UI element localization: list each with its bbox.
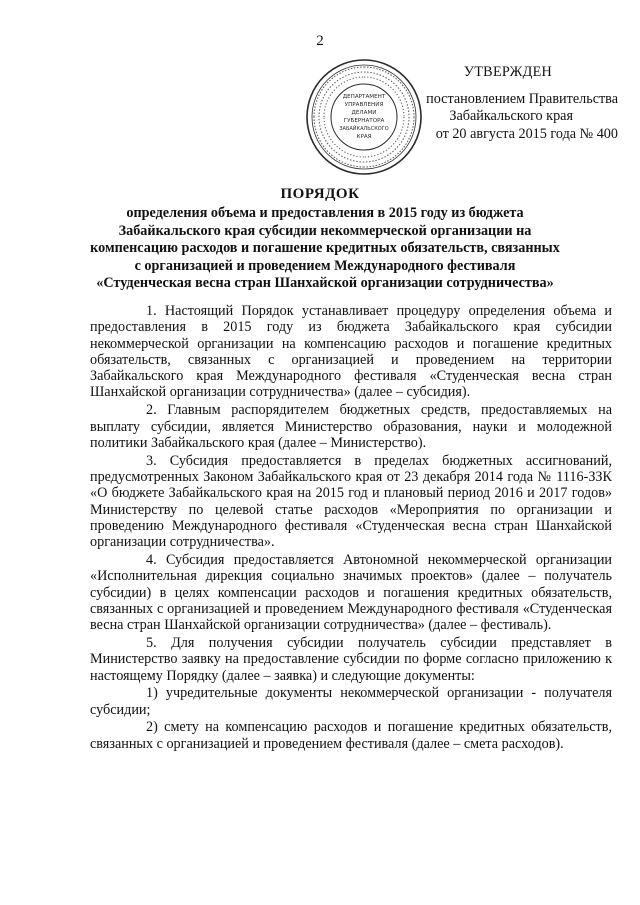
stamp-line-2: УПРАВЛЕНИЯ — [344, 102, 384, 108]
document-body — [90, 303, 612, 754]
stamp-line-5: ЗАБАЙКАЛЬСКОГО — [339, 126, 389, 132]
document-subtitle — [90, 205, 560, 293]
subtitle-line: Забайкальского края субсидии некоммерческой организации на — [118, 222, 532, 239]
paragraph-2: 2. Главным распорядителем бюджетных средств, предоставляемых на выплату субсидии, является Министерство образования, науки и молодежной политики Забайкальского края (далее – Министерство). — [90, 402, 612, 451]
paragraph-3: 3. Субсидия предоставляется в пределах бюджетных ассигнований, предусмотренных Законом Забайкальского края от 23 декабря 2014 года № 1116-ЗЗК «О бюджете Забайкальского края на 2015 год и плановый период 2016 и 2017 годов» Министерству по целевой статье расходов «Мероприятия по организации и проведению Международного фестиваля «Студенческая весна стран Шанхайской организации сотрудничества». — [90, 452, 612, 551]
subtitle-line: определения объема и предоставления в 2015 году из бюджета — [126, 205, 524, 221]
stamp-line-1: ДЕПАРТАМЕНТ — [342, 94, 386, 100]
stamp-line-4: ГУБЕРНАТОРА — [343, 118, 385, 124]
approval-block — [388, 64, 618, 143]
page-number: 2 — [316, 33, 324, 49]
approval-line-2: Забайкальского края — [449, 108, 573, 124]
approval-line-3: от 20 августа 2015 года № 400 — [435, 125, 618, 142]
paragraph-5-item-1: 1) учредительные документы некоммерческой организации - получателя субсидии; — [90, 685, 612, 718]
subtitle-line: с организацией и проведением Международного фестиваля — [134, 257, 516, 274]
paragraph-5-item-2: 2) смету на компенсацию расходов и погашение кредитных обязательств, связанных с организацией и проведением фестиваля (далее – смета расходов). — [90, 719, 612, 752]
approval-title: УТВЕРЖДЕН — [463, 64, 553, 80]
subtitle-line: «Студенческая весна стран Шанхайской организации сотрудничества» — [96, 275, 554, 291]
approval-line-1: постановлением Правительства — [426, 90, 618, 107]
subtitle-line: компенсацию расходов и погашение кредитных обязательств, связанных — [90, 240, 560, 256]
document-title: ПОРЯДОК — [280, 186, 360, 202]
stamp-line-3: ДЕЛАМИ — [351, 110, 377, 116]
paragraph-5: 5. Для получения субсидии получатель субсидии представляет в Министерство заявку на предоставление субсидии по форме согласно приложению к настоящему Порядку (далее – заявка) и следующие документы: — [90, 634, 612, 684]
paragraph-4: 4. Субсидия предоставляется Автономной некоммерческой организации «Исполнительная дирекция социально значимых проектов» (далее – получатель субсидии) в целях компенсации расходов и погашения кредитных обязательств, связанных с организацией и проведением Международного фестиваля «Студенческая весна стран Шанхайской организации сотрудничества» (далее – фестиваль). — [90, 551, 612, 634]
paragraph-1: 1. Настоящий Порядок устанавливает процедуру определения объема и предоставления в 2015 году из бюджета Забайкальского края субсидии некоммерческой организации на компенсацию расходов и погашение кредитных обязательств, связанных с организацией и проведением на территории Забайкальского края Международного фестиваля «Студенческая весна стран Шанхайской организации сотрудничества» (далее – субсидия). — [90, 303, 612, 401]
stamp-line-6: КРАЯ — [356, 134, 372, 140]
